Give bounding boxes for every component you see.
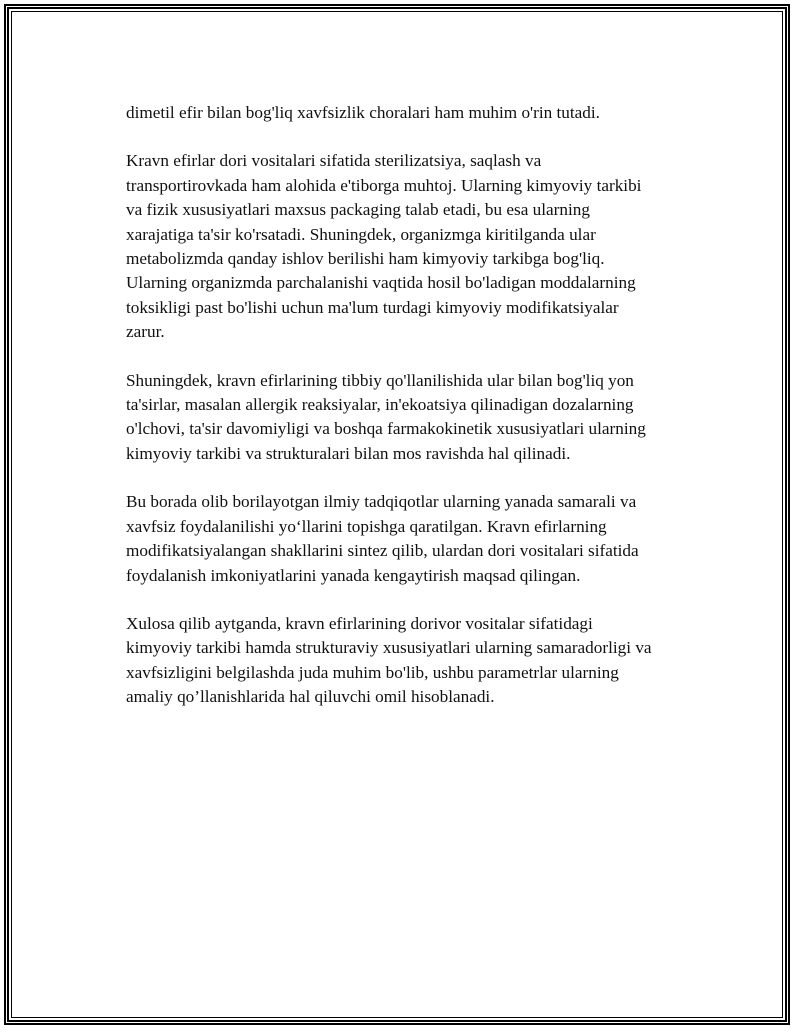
paragraph-4: Bu borada olib borilayotgan ilmiy tadqiqotlar ularning yanada samarali va xavfsiz foydalanilishi yo‘llarini topishga qaratilgan. Kravn efirlarning modifikatsiyalangan shakllarini sintez qilib, ulardan dori vositalari sifatida foydalanish imkoniyatlarini yanada kengaytirish maqsad qilingan. — [126, 492, 639, 585]
paragraph-5: Xulosa qilib aytganda, kravn efirlarining dorivor vositalar sifatidagi kimyoviy tarkibi hamda strukturaviy xususiyatlari ularning samaradorligi va xavfsizligini belgilashda juda muhim bo'lib, ushbu parametrlar ularning amaliy qo’llanishlarida hal qiluvchi omil hisoblanadi. — [126, 613, 652, 707]
document-body — [126, 101, 706, 734]
paragraph-3: Shuningdek, kravn efirlarining tibbiy qo'llanilishida ular bilan bog'liq yon ta'sirlar, masalan allergik reaksiyalar, in'ekoatsiya qilinadigan dozalarning o'lchovi, ta'sir davomiyligi va boshqa farmakokinetik xususiyatlari ularning kimyoviy tarkibi va strukturalari bilan mos ravishda hal qilinadi. — [126, 370, 646, 463]
paragraph-1: dimetil efir bilan bog'liq xavfsizlik choralari ham muhim o'rin tutadi. — [126, 103, 600, 122]
document-page — [4, 4, 790, 1025]
paragraph-2: Kravn efirlar dori vositalari sifatida sterilizatsiya, saqlash va transportirovkada ham alohida e'tiborga muhtoj. Ularning kimyoviy tarkibi va fizik xususiyatlari maxsus packaging talab etadi, bu esa ularning xarajatiga ta'sir ko'rsatadi. Shuningdek, organizmga kiritilganda ular metabolizmda qanday ishlov berilishi ham kimyoviy tarkibga bog'liq. Ularning organizmda parchalanishi vaqtida hosil bo'ladigan moddalarning toksikligi past bo'lishi uchun ma'lum turdagi kimyoviy modifikatsiyalar zarur. — [126, 151, 642, 342]
